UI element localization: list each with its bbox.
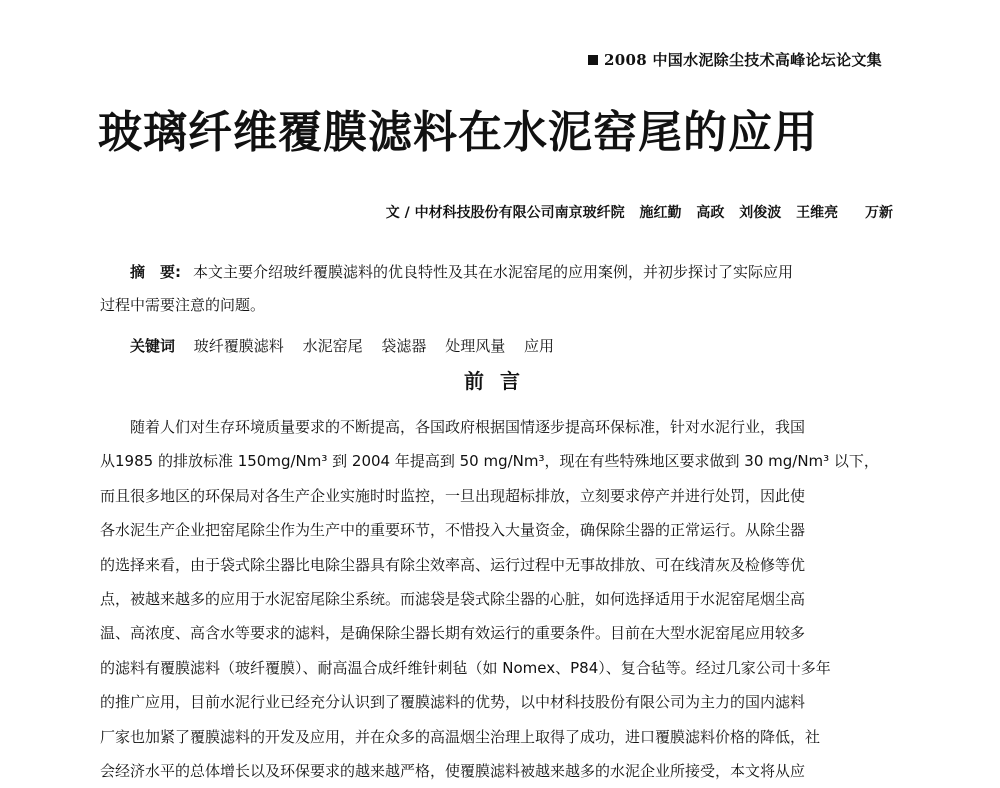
abstract-label: 摘 要:: [130, 263, 181, 281]
abstract-line: 本文主要介绍玻纤覆膜滤料的优良特性及其在水泥窑尾的应用案例，并初步探讨了实际应用: [193, 263, 794, 281]
keyword: 应用: [523, 337, 554, 355]
journal-name: 2008 中国水泥除尘技术高峰论坛论文集: [604, 51, 882, 69]
keywords: [130, 330, 568, 363]
paragraph-line: 从1985 的排放标准 150mg/Nm³ 到 2004 年提高到 50 mg/Nm³，现在有些特殊地区要求做到 30 mg/Nm³ 以下，: [100, 452, 879, 471]
keyword: 玻纤覆膜滤料: [193, 337, 284, 355]
paragraph-line: 厂家也加紧了覆膜滤料的开发及应用，并在众多的高温烟尘治理上取得了成功，进口覆膜滤料价格的降低，社: [100, 727, 821, 746]
abstract-line: 过程中需要注意的问题。: [100, 296, 266, 314]
author-name: 高政: [696, 205, 725, 221]
paragraph-line: 的选择来看，由于袋式除尘器比电除尘器具有除尘效率高、运行过程中无事故排放、可在线清灰及检修等优: [100, 555, 806, 574]
paragraph-line: 随着人们对生存环境质量要求的不断提高，各国政府根据国情逐步提高环保标准，针对水泥行业，我国: [130, 418, 806, 436]
paragraph-line: 点，被越来越多的应用于水泥窑尾除尘系统。而滤袋是袋式除尘器的心脏，如何选择适用于水泥窑尾烟尘高: [100, 589, 806, 608]
keywords-label: 关键词: [130, 337, 176, 355]
article-title: 玻璃纤维覆膜滤料在水泥窑尾的应用: [98, 107, 818, 158]
abstract: [100, 256, 900, 322]
body-text: [100, 410, 900, 788]
byline-affiliation: 文 / 中材科技股份有限公司南京玻纤院: [385, 205, 625, 221]
paragraph-line: 会经济水平的总体增长以及环保要求的越来越严格，使覆膜滤料被越来越多的水泥企业所接受，本文将从应: [100, 761, 806, 780]
paragraph-line: 各水泥生产企业把窑尾除尘作为生产中的重要环节，不惜投入大量资金，确保除尘器的正常运行。从除尘器: [100, 521, 806, 540]
author-name: 刘俊波: [739, 205, 782, 221]
paragraph-line: 的推广应用，目前水泥行业已经充分认识到了覆膜滤料的优势，以中材科技股份有限公司为主力的国内滤料: [100, 693, 806, 712]
paragraph-line: 温、高浓度、高含水等要求的滤料，是确保除尘器长期有效运行的重要条件。目前在大型水泥窑尾应用较多: [100, 624, 806, 643]
paragraph-line: 的滤料有覆膜滤料（玻纤覆膜）、耐高温合成纤维针刺毡（如 Nomex、P84）、复合毡等。经过几家公司十多年: [100, 658, 831, 677]
square-bullet-icon: [588, 55, 598, 65]
byline: [386, 202, 893, 222]
author-name: 万新: [865, 205, 893, 221]
keyword: 处理风量: [445, 337, 506, 355]
author-name: 施红勤: [639, 205, 682, 221]
keyword: 水泥窑尾: [302, 337, 363, 355]
paragraph-line: 而且很多地区的环保局对各生产企业实施时时监控，一旦出现超标排放，立刻要求停产并进行处罚，因此使: [100, 486, 806, 505]
section-heading: 前言: [464, 369, 536, 393]
author-name: 王维亮: [796, 205, 839, 221]
keyword: 袋滤器: [381, 337, 427, 355]
running-header: [588, 49, 882, 70]
